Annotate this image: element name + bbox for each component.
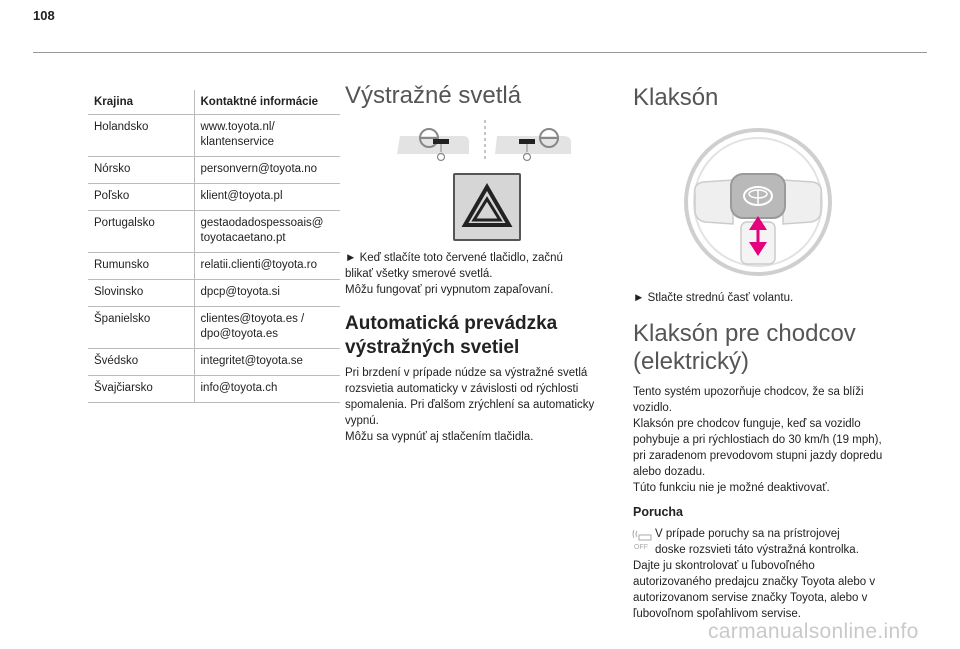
ped-horn-text-line4: pohybuje a pri rýchlostiach do 30 km/h (19 mph),: [633, 434, 882, 446]
horn-bullet: ► Stlačte strednú časť volantu.: [633, 292, 794, 304]
contact-cell: dpcp@toyota.si: [194, 280, 340, 307]
hazard-bullet-line2: blikať všetky smerové svetlá.: [345, 268, 493, 280]
page-number: 108: [33, 8, 55, 23]
ped-horn-text-line5: pri zaradenom prevodovom stupni jazdy dopredu: [633, 450, 883, 462]
hazard-bullet-line3: Môžu fungovať pri vypnutom zapaľovaní.: [345, 284, 554, 296]
contact-cell: info@toyota.ch: [194, 376, 340, 403]
column-header-country: Krajina: [88, 90, 194, 115]
contact-cell: clientes@toyota.es / dpo@toyota.es: [194, 307, 340, 349]
steering-wheel-illustration: [633, 124, 901, 304]
table-header-row: [88, 90, 340, 115]
hazard-button-illustration: [453, 173, 521, 241]
ped-horn-text-line2: vozidlo.: [633, 402, 672, 414]
fault-title: Porucha: [633, 505, 684, 519]
column-header-contact: Kontaktné informácie: [194, 90, 340, 115]
contact-cell: klient@toyota.pl: [194, 184, 340, 211]
contact-cell: personvern@toyota.no: [194, 157, 340, 184]
table-row: [88, 253, 340, 280]
table-row: [88, 115, 340, 157]
fault-text-line3: Dajte ju skontrolovať u ľubovoľného: [633, 560, 815, 572]
table-row: [88, 376, 340, 403]
ped-horn-title-line2: (elektrický): [633, 348, 750, 375]
auto-hazard-title-line1: Automatická prevádzka: [345, 313, 558, 334]
country-cell: Holandsko: [88, 115, 194, 157]
country-cell: Rumunsko: [88, 253, 194, 280]
table-row: [88, 157, 340, 184]
contact-cell: www.toyota.nl/ klantenservice: [194, 115, 340, 157]
contact-cell: relatii.clienti@toyota.ro: [194, 253, 340, 280]
country-cell: Švajčiarsko: [88, 376, 194, 403]
table-row: [88, 307, 340, 349]
ped-horn-text-line3: Klaksón pre chodcov funguje, keď sa vozidlo: [633, 418, 861, 430]
ped-horn-title-line1: Klaksón pre chodcov: [633, 320, 856, 347]
fault-text-line5: autorizovanom servise značky Toyota, alebo v: [633, 592, 868, 604]
auto-hazard-text-line2: rozsvietia automaticky v závislosti od rýchlosti: [345, 383, 579, 395]
table-row: [88, 349, 340, 376]
top-rule: [33, 52, 927, 53]
country-cell: Portugalsko: [88, 211, 194, 253]
dashboard-right-icon: [495, 129, 571, 161]
contact-cell: gestaodadospessoais@ toyotacaetano.pt: [194, 211, 340, 253]
horn-title: Klaksón: [633, 84, 719, 111]
fault-text-line1: V prípade poruchy sa na prístrojovej: [655, 528, 840, 540]
pedestrian-horn-off-icon: [631, 526, 653, 550]
country-cell: Španielsko: [88, 307, 194, 349]
ped-horn-text-line6: alebo dozadu.: [633, 466, 706, 478]
table-row: [88, 184, 340, 211]
hazard-title: Výstražné svetlá: [345, 82, 522, 109]
ped-horn-text-line7: Túto funkciu nie je možné deaktivovať.: [633, 482, 830, 494]
ped-horn-text-line1: Tento systém upozorňuje chodcov, že sa blíži: [633, 386, 864, 398]
fault-text-line6: ľubovoľnom spoľahlivom servise.: [633, 608, 801, 620]
hazard-section: [345, 80, 613, 443]
fault-text-line2: doske rozsvieti táto výstražná kontrolka.: [655, 544, 859, 556]
fault-text-line4: autorizovaného predajcu značky Toyota alebo v: [633, 576, 876, 588]
contact-table-body: [88, 115, 340, 403]
hazard-bullet-line1: ► Keď stlačíte toto červené tlačidlo, začnú: [345, 252, 563, 264]
dashboard-left-icon: [397, 129, 469, 161]
auto-hazard-text-line3: spomalenia. Pri ďalšom zrýchlení sa automaticky: [345, 399, 595, 411]
country-cell: Poľsko: [88, 184, 194, 211]
country-cell: Slovinsko: [88, 280, 194, 307]
table-row: [88, 211, 340, 253]
auto-hazard-text-line4: vypnú.: [345, 415, 379, 427]
country-cell: Nórsko: [88, 157, 194, 184]
auto-hazard-text-line5: Môžu sa vypnúť aj stlačením tlačidla.: [345, 431, 534, 443]
off-label: OFF: [634, 544, 648, 550]
country-cell: Švédsko: [88, 349, 194, 376]
hazard-triangle-icon: [455, 175, 519, 239]
auto-hazard-text-line1: Pri brzdení v prípade núdze sa výstražné svetlá: [345, 367, 588, 379]
contact-table: [88, 90, 340, 403]
auto-hazard-title-line2: výstražných svetiel: [345, 337, 520, 358]
contact-cell: integritet@toyota.se: [194, 349, 340, 376]
table-row: [88, 280, 340, 307]
horn-section: [633, 80, 901, 620]
watermark: carmanualsonline.info: [708, 620, 919, 643]
